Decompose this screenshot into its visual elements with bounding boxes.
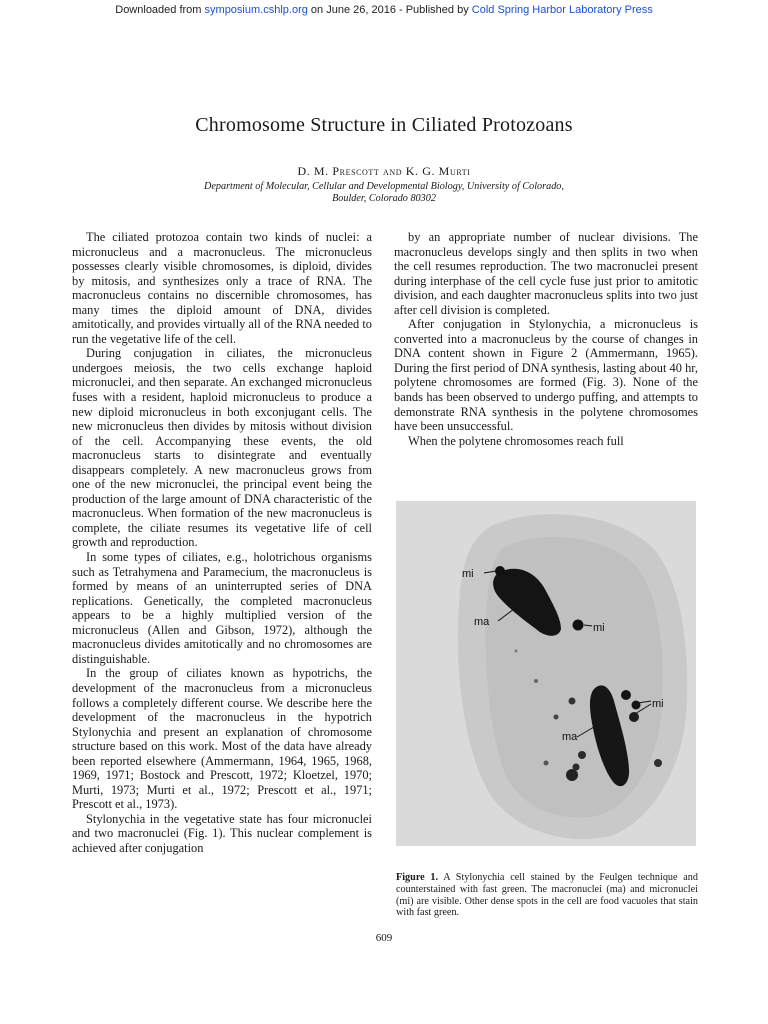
- paragraph: In the group of ciliates known as hypotrichs, the development of the macronucleus from a micronucleus follows a completely different course. We describe here the development of the macronucleus in the hypotrich Stylonychia and present an explanation of chromosome structure based on this work. Most of the data have already been reported elsewhere (Ammermann, 1964, 1965, 1968, 1969, 1971; Bostock and Prescott, 1972; Kloetzel, 1970; Murti, 1973; Murti et al., 1972; Prescott et al., 1971; Prescott et al., 1973).: [72, 666, 372, 812]
- paragraph: After conjugation in Stylonychia, a micronucleus is converted into a macronucleus by the course of changes in DNA content shown in Figure 2 (Ammermann, 1965). During the first period of DNA synthesis, lasting about 40 hr, polytene chromosomes are formed (Fig. 3). None of the bands has been observed to undergo puffing, and attempts to demonstrate RNA synthesis in the polytene chromosomes have been unsuccessful.: [394, 317, 698, 434]
- affiliation-line-2: Boulder, Colorado 80302: [332, 193, 436, 204]
- paper-title: Chromosome Structure in Ciliated Protozoans: [195, 114, 573, 136]
- symposium-link[interactable]: symposium.cshlp.org: [204, 4, 308, 16]
- figure-caption: [396, 872, 698, 919]
- paragraph: During conjugation in ciliates, the micronucleus undergoes meiosis, the two cells exchange haploid micronuclei, and then separate. An exchanged micronucleus fuses with a resident, haploid micronucleus to produce a new diploid micronucleus in both exconjugant cells. The new micronucleus then divides by mitosis without division of the cell. Accompanying these events, the old macronucleus starts to disintegrate and eventually disappears completely. A new macronucleus grows from one of the new micronuclei, the principal event being the production of the large amount of DNA characteristic of the macronucleus. When formation of the new macronucleus is complete, the ciliate resumes its vegetative life of cell growth and reproduction.: [72, 346, 372, 550]
- figure-1-micrograph: [396, 501, 696, 846]
- paragraph: by an appropriate number of nuclear divisions. The macronucleus develops singly and then splits in two when the cell resumes reproduction. The two macronuclei present during interphase of the cell cycle fuse just prior to amitotic division, and each daughter macronucleus splits into two just after cell division is completed.: [394, 230, 698, 317]
- author-conjunction: and: [379, 164, 406, 178]
- download-banner: [0, 4, 768, 16]
- cshl-press-link[interactable]: Cold Spring Harbor Laboratory Press: [471, 4, 653, 16]
- right-column: [394, 230, 698, 448]
- author-1: D. M. Prescott: [297, 164, 380, 178]
- micrograph-image: [396, 501, 696, 846]
- page-number: 609: [375, 932, 393, 944]
- paragraph: The ciliated protozoa contain two kinds of nuclei: a micronucleus and a macronucleus. The micronucleus possesses clearly visible chromosomes, is diploid, divides by mitosis, and synthesizes only a trace of RNA. The macronucleus contains no discernible chromosomes, has many times the diploid amount of DNA, divides amitotically, and provides virtually all of the RNA needed to run the vegetative life of the cell.: [72, 230, 372, 346]
- affiliation-line-1: Department of Molecular, Cellular and Developmental Biology, University of Colorado,: [204, 181, 564, 192]
- author-line: [0, 164, 768, 179]
- banner-middle: on June 26, 2016 - Published by: [307, 4, 472, 16]
- label-mi-lower: mi: [652, 698, 664, 710]
- affiliation: [0, 181, 768, 205]
- label-ma-lower: ma: [562, 731, 578, 743]
- label-mi-right: mi: [593, 622, 605, 634]
- label-mi-upper: mi: [462, 568, 474, 580]
- caption-label: Figure 1.: [396, 872, 439, 883]
- left-column: [72, 230, 372, 856]
- author-2: K. G. Murti: [405, 164, 471, 178]
- banner-prefix: Downloaded from: [115, 4, 205, 16]
- caption-text: A Stylonychia cell stained by the Feulgen technique and counterstained with fast green. The macronuclei (ma) and micronuclei (mi) are visible. Other dense spots in the cell are food vacuoles that stain with fast green.: [396, 872, 698, 919]
- paragraph: When the polytene chromosomes reach full: [408, 433, 624, 448]
- paragraph: In some types of ciliates, e.g., holotrichous organisms such as Tetrahymena and Paramecium, the macronucleus is formed by means of an uninterrupted series of DNA replications. Genetically, the completed macronucleus appears to be a highly multiplied version of the micronucleus (Allen and Gibson, 1972), although the macronucleus divides amitotically and no chromosomes are distinguishable.: [72, 550, 372, 666]
- label-ma-upper: ma: [474, 616, 490, 628]
- paragraph: Stylonychia in the vegetative state has four micronuclei and two macronuclei (Fig. 1). This nuclear complement is achieved after conjugation: [72, 811, 372, 855]
